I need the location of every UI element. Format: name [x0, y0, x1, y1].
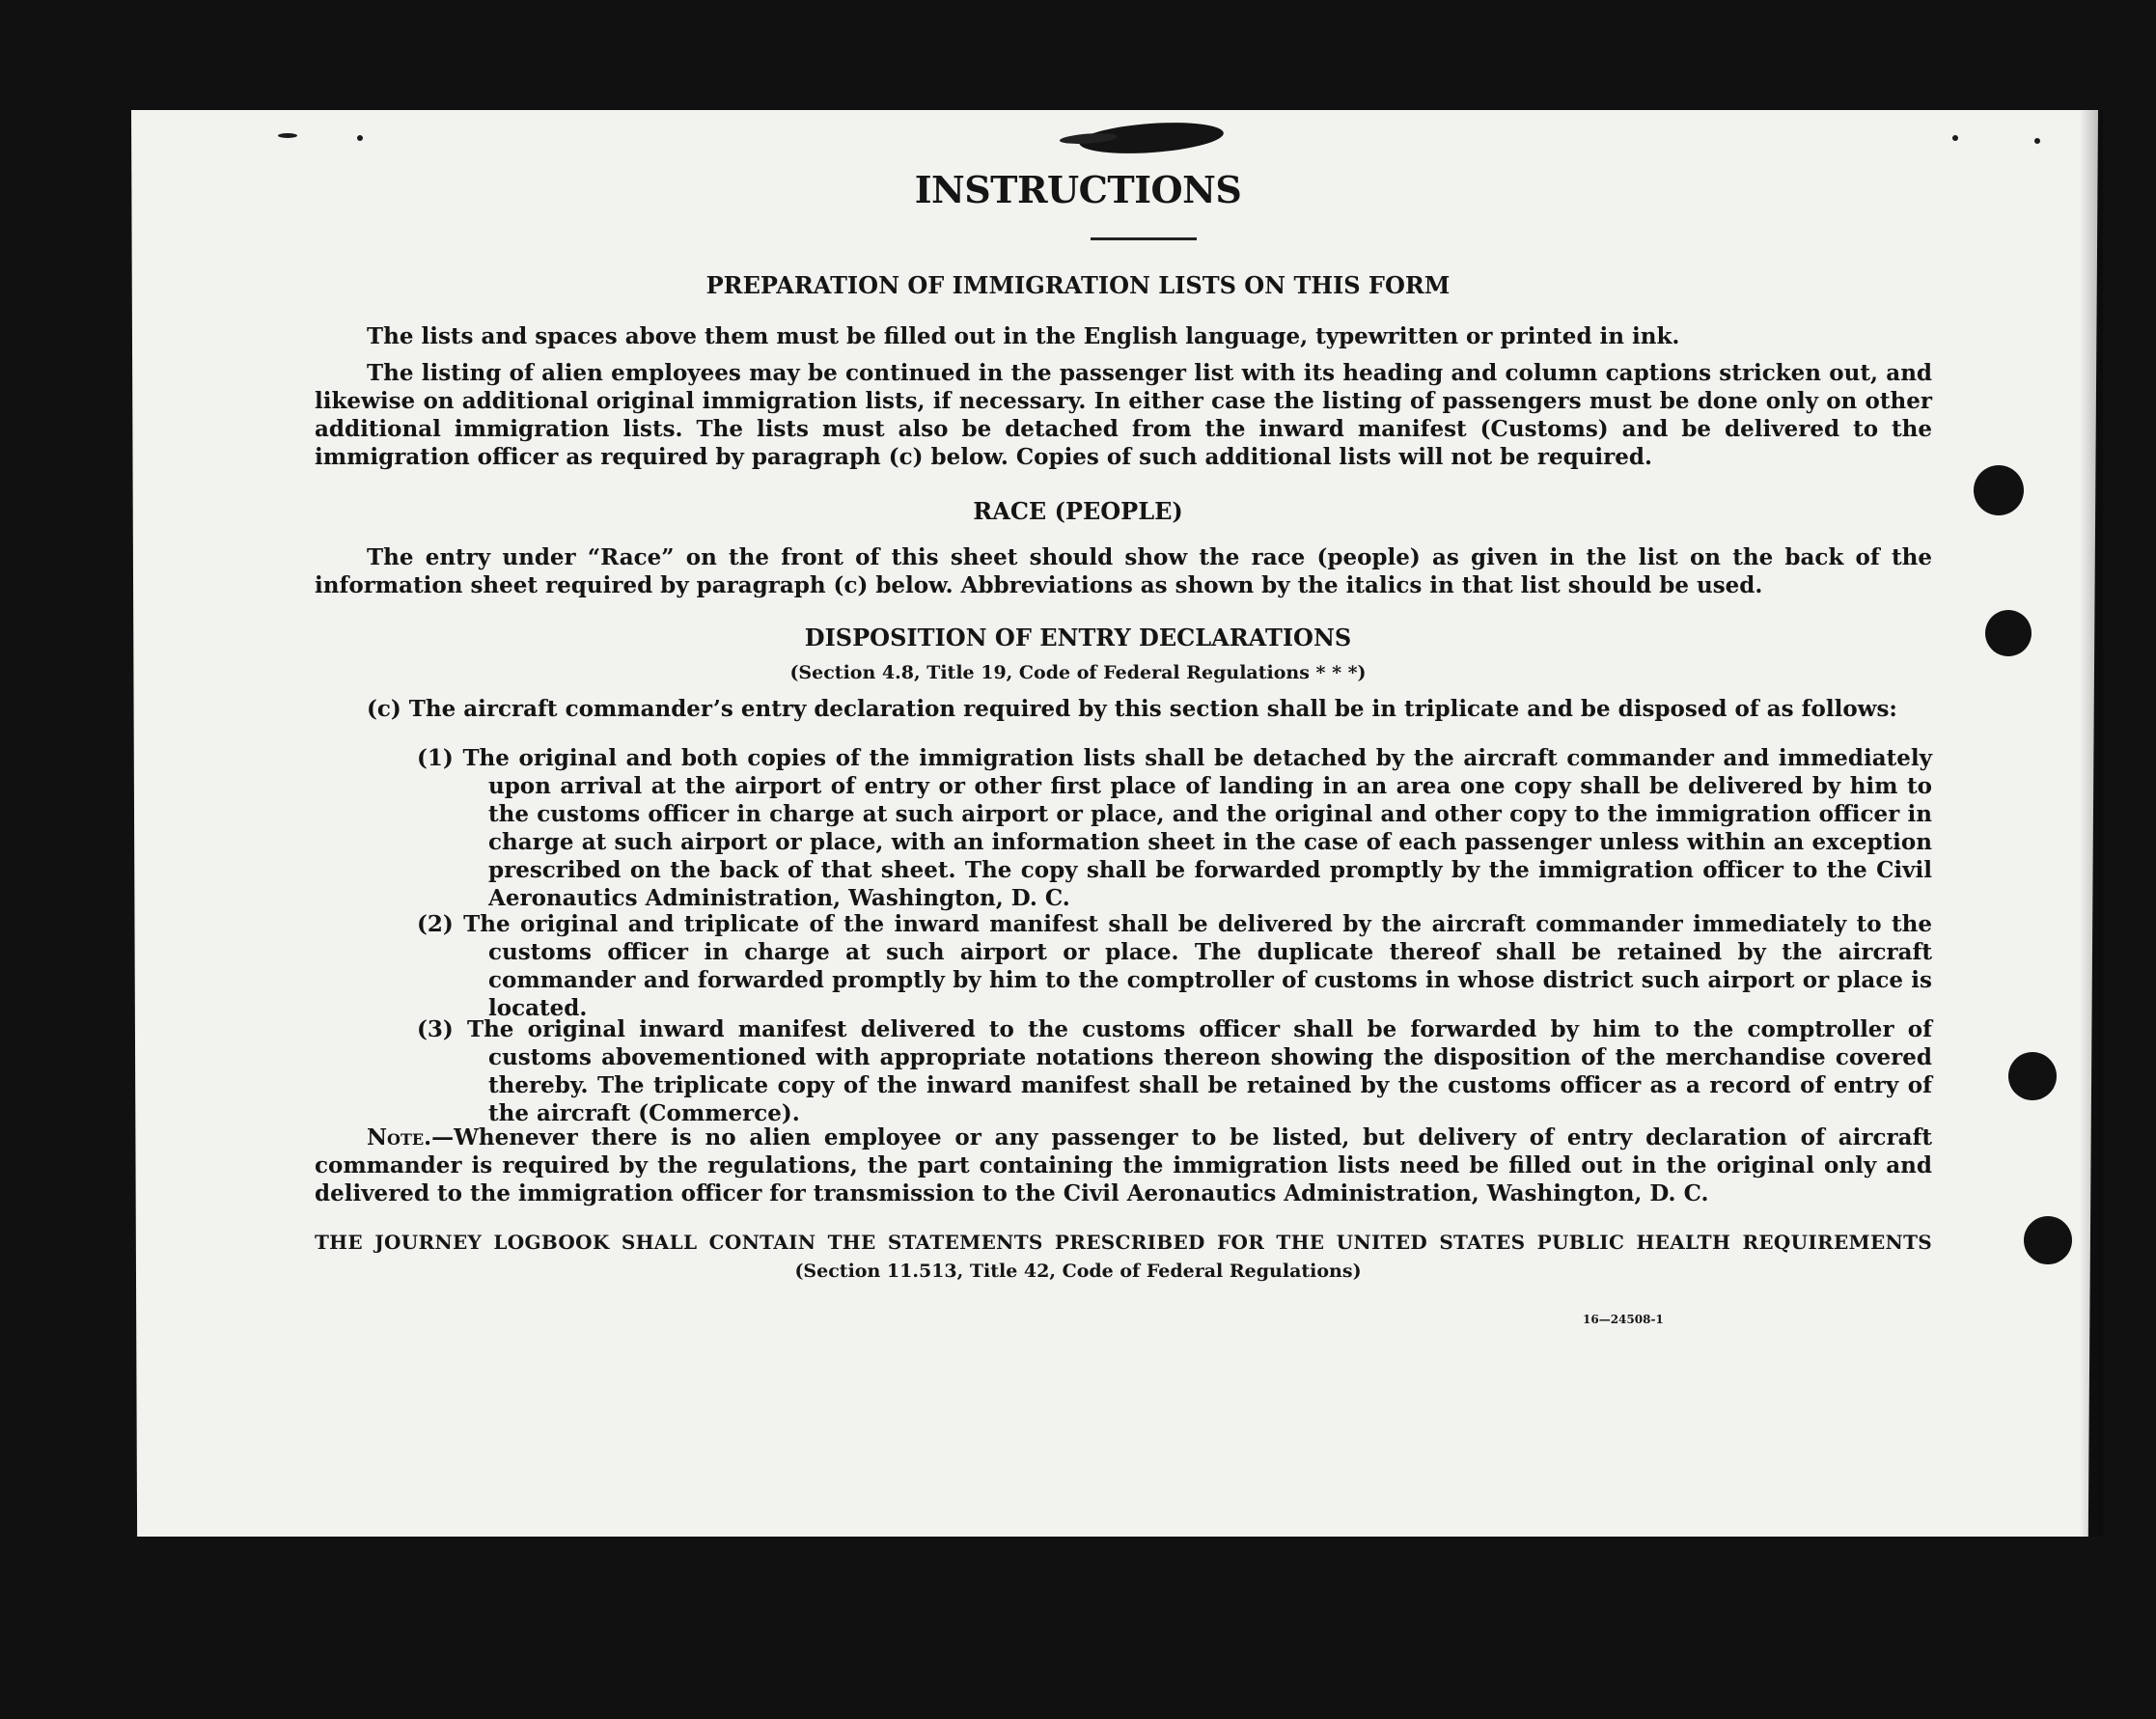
preparation-paragraph-2: The listing of alien employees may be continued in the passenger list with its heading and column captions stricken out, and likewise on additional original immigration lists, if necessary. In either case the listing of passengers must be done only on other additional immigration lists. The lists must also be detached from the inward manifest (Customs) and be delivered to the immigration officer as required by paragraph (c) below. Copies of such additional lists will not be required. — [315, 360, 1932, 470]
title-underline — [1091, 237, 1197, 240]
list-item — [417, 744, 1932, 912]
punch-hole — [2024, 1216, 2072, 1264]
form-number: 16—24508-1 — [1583, 1313, 1664, 1326]
item-number: (2) — [417, 911, 454, 937]
note-paragraph — [315, 1123, 1932, 1207]
journey-citation: (Section 11.513, Title 42, Code of Federal Regulations) — [794, 1261, 1362, 1282]
page-title: INSTRUCTIONS — [914, 168, 1242, 211]
paragraph-c: (c) The aircraft commander’s entry declaration required by this section shall be in triplicate and be disposed of as follows: — [367, 696, 1897, 722]
item-number: (3) — [417, 1016, 454, 1042]
item-text: The original and triplicate of the inward manifest shall be delivered by the aircraft commander immediately to the customs officer in charge at such airport or place. The duplicate thereof shall be retained by the aircraft commander and forwarded promptly by him to the comptroller of customs in whose district such airport or place is located. — [463, 911, 1932, 1021]
page-edge-shadow — [2080, 110, 2103, 1537]
heading-disposition: DISPOSITION OF ENTRY DECLARATIONS — [804, 624, 1352, 652]
item-text: The original and both copies of the immigration lists shall be detached by the aircraft commander and immediately upon arrival at the airport of entry or other first place of landing in an area one copy shall be delivered by him to the customs officer in charge at such airport or place, and the original and other copy to the immigration officer in charge at such airport or place, with an information sheet in the case of each passenger unless within an exception prescribed on the back of that sheet. The copy shall be forwarded promptly by the immigration officer to the Civil Aeronautics Administration, Washington, D. C. — [462, 745, 1932, 911]
note-text: —Whenever there is no alien employee or any passenger to be listed, but delivery of entry declaration of aircraft commander is required by the regulations, the part containing the immigration lists need be filled out in the original only and delivered to the immigration officer for transmission to the Civil Aeronautics Administration, Washington, D. C. — [315, 1124, 1932, 1206]
disposition-citation: (Section 4.8, Title 19, Code of Federal Regulations * * *) — [789, 662, 1367, 683]
list-item — [417, 1015, 1932, 1127]
ink-speck — [357, 135, 363, 141]
ink-speck — [278, 133, 297, 138]
list-item — [417, 910, 1932, 1022]
item-text: The original inward manifest delivered to the customs officer shall be forwarded by him to the comptroller of customs abovementioned with appropriate notations thereon showing the disposition of the merchandise covered thereby. The triplicate copy of the inward manifest shall be retained by the customs officer as a record of entry of the aircraft (Commerce). — [466, 1016, 1932, 1126]
note-lead: Note. — [367, 1124, 432, 1151]
heading-preparation: PREPARATION OF IMMIGRATION LISTS ON THIS FORM — [705, 271, 1451, 299]
ink-speck — [1952, 135, 1958, 141]
journey-logbook-statement: THE JOURNEY LOGBOOK SHALL CONTAIN THE STATEMENTS PRESCRIBED FOR THE UNITED STATES PUBLIC HEALTH REQUIREMENTS — [315, 1231, 1932, 1254]
ink-speck — [2034, 138, 2040, 144]
item-number: (1) — [417, 745, 454, 771]
heading-race: RACE (PEOPLE) — [973, 497, 1183, 525]
race-paragraph: The entry under “Race” on the front of this sheet should show the race (people) as given in the list on the back of the information sheet required by paragraph (c) below. Abbreviations as shown by the italics in that list should be used. — [315, 544, 1932, 598]
preparation-paragraph-1: The lists and spaces above them must be filled out in the English language, typewritten or printed in ink. — [367, 323, 1680, 349]
punch-hole — [2008, 1052, 2057, 1100]
